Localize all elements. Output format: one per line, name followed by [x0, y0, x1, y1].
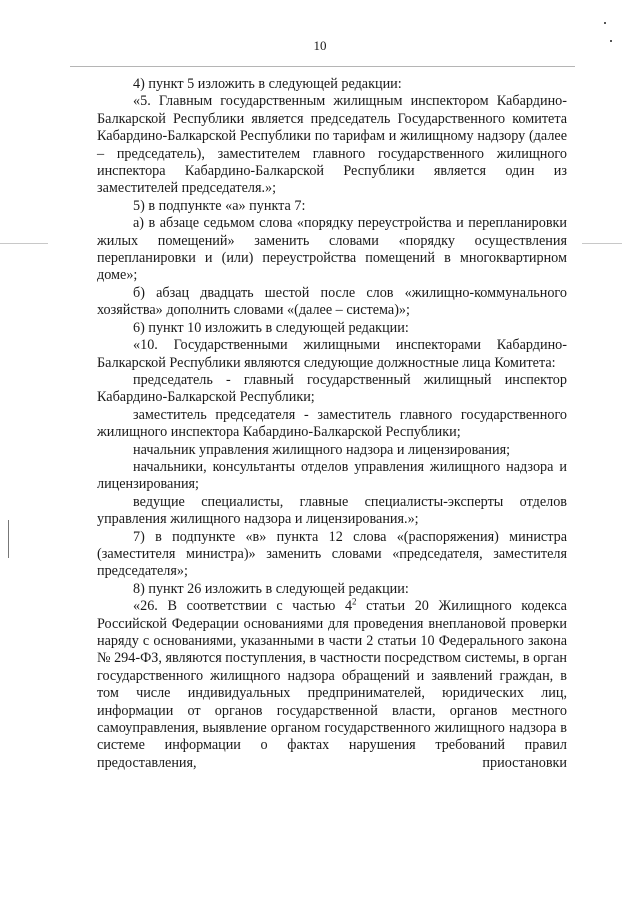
- scan-artifact-line: [0, 243, 48, 244]
- paragraph-15-start: «26. В соответствии с частью 4: [133, 598, 353, 615]
- paragraph-12: ведущие специалисты, главные специалисты-эксперты отделов управления жилищного надзора и лицензирования.»;: [97, 493, 567, 528]
- paragraph-9: заместитель председателя - заместитель главного государственного жилищного инспектора Кабардино-Балкарской Республики;: [97, 406, 567, 441]
- superscript: 2: [352, 596, 357, 607]
- paragraph-15: [97, 598, 567, 772]
- page-number: 10: [313, 38, 327, 53]
- paragraph-15-rest: статьи 20 Жилищного кодекса Российской Федерации основаниями для проведения внеплановой проверки наряду с основаниями, указанными в части 2 статьи 10 Федерального закона № 294-ФЗ, являются поступления, в частности посредством системы, в орган государственного жилищного надзора обращений и заявлений граждан, в том числе индивидуальных предпринимателей, юридических лиц, информации от органов государственной власти, органов местного самоуправления, выявление органом государственного жилищного надзора в системе информации о фактах нарушения требований правил предоставления, приостановки: [97, 598, 568, 771]
- paragraph-7: «10. Государственными жилищными инспекторами Кабардино-Балкарской Республики являются следующие должностные лица Комитета:: [97, 337, 567, 371]
- paragraph-4: а) в абзаце седьмом слова «порядку переустройства и перепланировки жилых помещений» заменить словами «порядку осуществления перепланировки и (или) переустройства помещений в многоквартирном доме»;: [97, 215, 567, 284]
- document-body: [97, 76, 567, 772]
- paragraph-5: б) абзац двадцать шестой после слов «жилищно-коммунального хозяйства» дополнить словами «(далее – система)»;: [97, 284, 567, 319]
- paragraph-10: начальник управления жилищного надзора и лицензирования;: [133, 441, 511, 458]
- scan-artifact-line: [582, 243, 622, 244]
- paragraph-3: 5) в подпункте «а» пункта 7:: [133, 197, 306, 214]
- paragraph-13: 7) в подпункте «в» пункта 12 слова «(распоряжения) министра (заместителя министра)» заменить словами «председателя, заместителя председателя»;: [97, 528, 567, 580]
- scan-artifact-vline: [8, 520, 9, 558]
- paragraph-11: начальники, консультанты отделов управления жилищного надзора и лицензирования;: [97, 458, 567, 493]
- paragraph-2: «5. Главным государственным жилищным инспектором Кабардино-Балкарской Республики является председатель Государственного комитета Кабардино-Балкарской Республики по тарифам и жилищному надзору (далее – председатель), заместителем главного государственного жилищного инспектора Кабардино-Балкарской Республики является один из заместителей председателя.»;: [97, 93, 567, 197]
- scan-artifact-line: [70, 66, 575, 67]
- paragraph-1: 4) пункт 5 изложить в следующей редакции:: [133, 76, 402, 92]
- paragraph-6: 6) пункт 10 изложить в следующей редакции:: [133, 319, 409, 336]
- paragraph-14: 8) пункт 26 изложить в следующей редакции:: [133, 580, 409, 597]
- paragraph-8: председатель - главный государственный жилищный инспектор Кабардино-Балкарской Республики;: [97, 371, 567, 406]
- scan-artifact-dot: [604, 22, 606, 24]
